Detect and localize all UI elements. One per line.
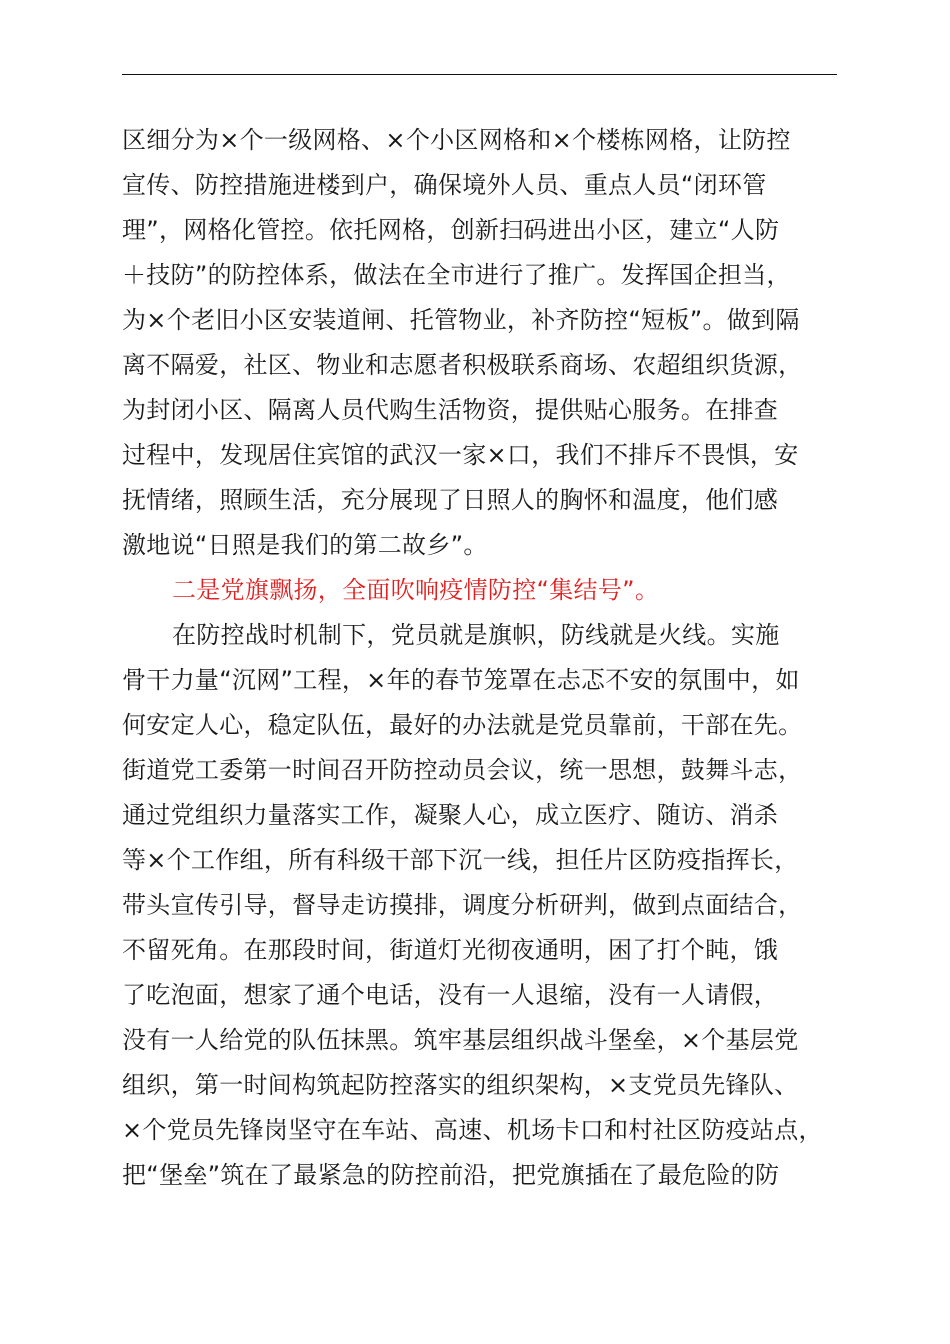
text-line: 了吃泡面，想家了通个电话，没有一人退缩，没有一人请假， [122,981,779,1009]
paragraph-2 [122,613,844,1198]
text-line: 离不隔爱，社区、物业和志愿者积极联系商场、农超组织货源， [122,351,803,379]
text-line: 在防控战时机制下，党员就是旗帜，防线就是火线。实施 [172,621,780,649]
text-line: 把“堡垒”筑在了最紧急的防控前沿，把党旗插在了最危险的防 [122,1161,780,1189]
document-body [122,118,844,1198]
text-line: 为×个老旧小区安装道闸、托管物业，补齐防控“短板”。做到隔 [122,306,800,334]
text-line: 街道党工委第一时间召开防控动员会议，统一思想，鼓舞斗志， [122,756,803,784]
text-line: 不留死角。在那段时间，街道灯光彻夜通明，困了打个盹，饿 [122,936,779,964]
text-line: 组织，第一时间构筑起防控落实的组织架构，×支党员先锋队、 [122,1071,799,1099]
text-line: ×个党员先锋岗坚守在车站、高速、机场卡口和村社区防疫站点， [122,1116,823,1144]
text-line: 抚情绪，照顾生活，充分展现了日照人的胸怀和温度，他们感 [122,486,779,514]
text-line: ＋技防”的防控体系，做法在全市进行了推广。发挥国企担当， [122,261,791,289]
text-line: 区细分为×个一级网格、×个小区网格和×个楼栋网格，让防控 [122,126,791,154]
text-line: 没有一人给党的队伍抹黑。筑牢基层组织战斗堡垒，×个基层党 [122,1026,799,1054]
text-line: 理”，网格化管控。依托网格，创新扫码进出小区，建立“人防 [122,216,780,244]
section-heading: 二是党旗飘扬，全面吹响疫情防控“集结号”。 [172,576,660,604]
text-line: 激地说“日照是我们的第二故乡”。 [122,531,488,559]
text-line: 何安定人心，稳定队伍，最好的办法就是党员靠前，干部在先。 [122,711,803,739]
paragraph-1 [122,118,844,568]
text-line: 骨干力量“沉网”工程，×年的春节笼罩在忐忑不安的氛围中，如 [122,666,800,694]
text-line: 宣传、防控措施进楼到户，确保境外人员、重点人员“闭环管 [122,171,767,199]
header-rule [122,74,837,75]
text-line: 通过党组织力量落实工作，凝聚人心，成立医疗、随访、消杀 [122,801,779,829]
text-line: 为封闭小区、隔离人员代购生活物资，提供贴心服务。在排查 [122,396,779,424]
text-line: 等×个工作组，所有科级干部下沉一线，担任片区防疫指挥长， [122,846,799,874]
text-line: 过程中，发现居住宾馆的武汉一家×口，我们不排斥不畏惧，安 [122,441,799,469]
text-line: 带头宣传引导，督导走访摸排，调度分析研判，做到点面结合， [122,891,803,919]
